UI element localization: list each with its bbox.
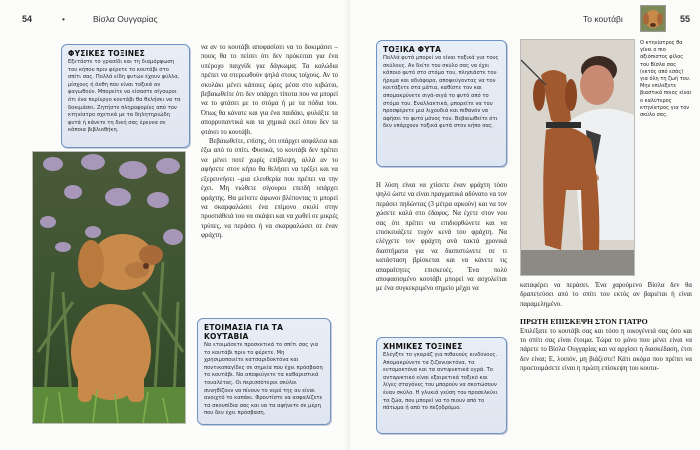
box-natural-toxins — [61, 44, 190, 148]
left-column-text — [201, 43, 338, 241]
paragraph: Βεβαιωθείτε, επίσης, ότι υπάρχει ασφάλεια και έξω από το σπίτι. Φυσικά, το κουτάβι δεν πρέπει να μένει ποτέ χωρίς επίβλεψη, αλλά αν το αφήσετε στον κήπο θα θελήσει να τρέξει και να εξερευνήσει –μια ελευθερία που πρέπει να την έχει. Μη νιώθετε σίγουροι επειδή υπάρχει φράχτης. Θα μείνετε άφωνοι βλέποντας τι μπορεί να σκαρφαλώσει ένα επίμονο σκυλί στην προσπάθειά του να σκάψει και να χωθεί σε μικρές τρύπες, να περάσει ή να σκαρφαλώσει σε έναν φράχτη. — [201, 138, 338, 240]
right-column-text — [376, 181, 507, 294]
box-title: ΕΤΟΙΜΑΣΙΑ ΓΙΑ ΤΑ ΚΟΥΤΑΒΙΑ — [204, 323, 284, 341]
section-heading: ΠΡΩΤΗ ΕΠΙΣΚΕΨΗ ΣΤΟΝ ΓΙΑΤΡΟ — [520, 317, 648, 327]
paragraph: Επιλέξατε το κουτάβι σας και τόσο η οικογένειά σας όσο και το σπίτι σας είναι έτοιμα. Τώρα το μόνο που μένει είναι να πάρετε το Βίσλα Ουγγαρίας και να αρχίσει η διασκέδαση, έτσι δεν είναι; Ε, λοιπόν, μη βιάζεστε! Κάτι ακόμα που πρέπει να προετοιμάσετε είναι η πρώτη επίσκεψη του κουτα- — [520, 327, 692, 373]
right-column-text-2 — [520, 281, 692, 374]
running-title-right: Το κουτάβι — [583, 14, 623, 24]
dog-head-thumbnail — [640, 5, 666, 32]
photo-caption: Ο κτηνίατρος θα γίνει ο πιο αξιόπιστος φίλος του Βίσλα σας (εκτός από εσάς) για όλη τη ζωή του. Μην επιλέξετε βιαστικά ποιος είναι ο καλύτερος κτηνίατρος για τον σκύλο σας. — [640, 40, 692, 119]
box-text: Εξετάστε το γρασίδι και τη διαμόρφωση του κήπου πριν φέρετε το κουτάβι στο σπίτι σας. Πολλά είδη φυτών έχουν φύλλα, μίσχους ή άνθη που είναι τοξικά αν φαγωθούν. Μπορείτε να είσαστε σίγουροι ότι ένα περίεργο κουτάβι θα θελήσει να τα δοκιμάσει. Ζητήστε πληροφορίες από τον κτηνίατρο σχετικά με τα δηλητηριώδη φυτά ή κάνετε τη δική σας έρευνα σε κάποια βιβλιοθήκη. — [68, 59, 181, 134]
running-title-left: Βίσλα Ουγγαρίας — [93, 14, 158, 24]
header-bullet: • — [62, 14, 65, 24]
vet-photo — [520, 39, 635, 276]
box-text: Ελέγξτε το γκαράζ για πιθανούς κινδύνους. Απομακρύνετε τα ζιζανιοκτόνα, τα εντομοκτόνα και τα αντιψυκτικά υγρά. Το αντιψυκτικό είναι εξαιρετικά τοξικό και λίγες σταγόνες του μπορούν να σκοτώσουν έναν σκύλο. Η γλυκιά γεύση του προσελκύει τα ζώα, που μπορεί να το πιουν από το πάτωμα ή από το πεζοδρόμιο. — [383, 352, 498, 412]
paragraph: να αν το κουτάβι αποφασίσει να το δοκιμάσει –ποιος θα το πείσει ότι δεν πρόκειται για ένα υπέροχο παιχνίδι για δάγκωμα; Τα καλώδια πρέπει να στερεωθούν ψηλά στους τοίχους. Αν το σκυλάκι μένει κάποιες ώρες μέσα στο κιβώτιο, βεβαιωθείτε ότι δεν υπάρχει τίποτα που να μπορεί να το φτάσει με το στόμα ή με τα πόδια του. Όπως θα κάνατε και για ένα παιδάκι, φυλάξτε τα απορρυπαντικά και τα χημικά εκεί όπου δεν τα φτάνει το κουτάβι. — [201, 44, 338, 136]
box-text: Να ετοιμάσετε προσεκτικά το σπίτι σας για το κουτάβι πριν το φέρετε. Μη χρησιμοποιείτε κατσαριδοκτόνα και ποντικοπαγίδες σε σημεία που έχει πρόσβαση το κουτάβι. Να αποφεύγετε τα καθαριστικά τουαλέτας. Οι περισσότεροι σκύλοι συνηθίζουν να πίνουν το νερό της αν είναι ανοιχτό το καπάκι. Φροντίστε να ασφαλίζετε τα σκουπίδια σας και να τα αφήνετε σε μέρη που δεν έχει πρόσβαση. — [204, 342, 323, 417]
vet-examining-vizsla-image — [521, 40, 634, 275]
paragraph: καταφέρει να περάσει. Ένα χαρούμενο Βίσλα δεν θα δραπετεύσει από το σπίτι του εκτός αν βαριέται ή είναι παραμελημένο. — [520, 282, 692, 308]
right-page — [350, 0, 700, 450]
box-title: ΤΟΞΙΚΑ ΦΥΤΑ — [383, 45, 442, 54]
paragraph: Η λύση είναι να χτίσετε έναν φράχτη τόσο ψηλό ώστε να είναι πραγματικά αδύνατο να τον περάσει πηδώντας (3 μέτρα αρκούν) και να τον χώσετε καλά στο έδαφος. Να έχετε στον νου σας ότι πρέπει να επιδιορθώνετε και να επισκευάζετε τυχόν κενά του φράχτη. Να ελέγχετε τον φράχτη ανά τακτά χρονικά διαστήματα για να διαπιστώνετε σε τι κατάσταση βρίσκεται και να κάνετε τις απαραίτητες επισκευές. Ένα πολύ αποφασισμένο κουτάβι μπορεί να ασχολείται με ένα συγκεκριμένο σημείο μέχρι να — [376, 182, 507, 293]
box-title: ΧΗΜΙΚΕΣ ΤΟΞΙΝΕΣ — [383, 342, 463, 351]
page-number-left: 54 — [22, 14, 33, 24]
box-toxic-plants — [376, 40, 507, 167]
box-chemical-toxins — [376, 337, 507, 434]
dog-head-icon — [641, 6, 665, 31]
box-preparation — [197, 318, 331, 425]
box-title: ΦΥΣΙΚΕΣ ΤΟΞΙΝΕΣ — [68, 49, 145, 58]
box-text: Πολλά φυτά μπορεί να είναι τοξικά για τους σκύλους. Αν δείτε τον σκύλο σας να έχει κάποιο φυτό στο στόμα του, πλησιάστε τον ήρεμα και αδιάφορα, αποφεύγοντας να τον κοιτάξετε στα μάτια, καθίστε τον και απομακρύνετε σιγά-σιγά το φυτό από το στόμα του. Εναλλακτικά, μπορείτε να του προσφέρετε μια λιχουδιά και πιθανόν να αφήσει το φυτό μόνος του. Βεβαιωθείτε ότι δεν υπάρχουν τοξικά φυτά στον κήπο σας. — [383, 55, 499, 130]
page-number-right: 55 — [680, 14, 691, 24]
puppy-photo — [32, 151, 186, 424]
puppy-in-flowers-image — [33, 152, 185, 423]
